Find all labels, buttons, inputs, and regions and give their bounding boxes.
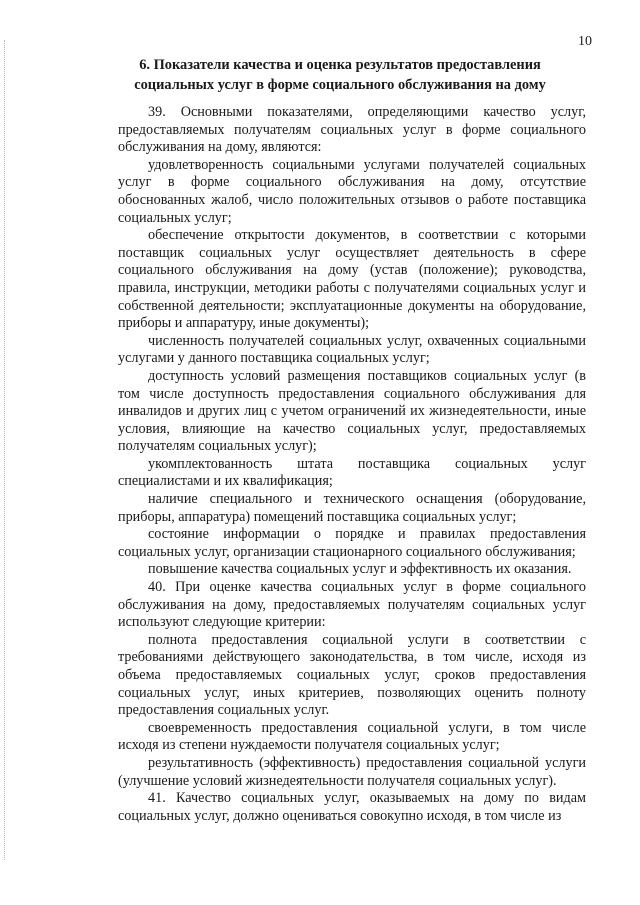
paragraph-41: 41. Качество социальных услуг, оказываемых на дому по видам социальных услуг, должно оцениваться совокупно исходя, в том числе из <box>118 790 586 824</box>
paragraph-timeliness: своевременность предоставления социальной услуги, в том числе исходя из степени нуждаемости получателя социальных услуг; <box>118 719 586 754</box>
section-heading-line-1: 6. Показатели качества и оценка результатов предоставления <box>139 57 541 73</box>
paragraph-staffing: укомплектованность штата поставщика социальных услуг специалистами и их квалификация; <box>118 455 586 490</box>
paragraph-quality-improvement: повышение качества социальных услуг и эффективность их оказания. <box>148 561 572 578</box>
paragraph-satisfaction: удовлетворенность социальными услугами получателей социальных услуг в форме социального обслуживания на дому, отсутствие обоснованных жалоб, число положительных отзывов о работе поставщика социальных услуг; <box>118 156 586 226</box>
paragraph-completeness: полнота предоставления социальной услуги в соответствии с требованиями действующего законодательства, в том числе, исходя из объема предоставляемых социальных услуг, сроков предоставления социальных услуг, иных критериев, позволяющих оценить полноту предоставления социальных услуг. <box>118 631 586 719</box>
section-heading <box>110 55 570 95</box>
paragraph-equipment: наличие специального и технического оснащения (оборудование, приборы, аппаратура) помещений поставщика социальных услуг; <box>118 491 586 525</box>
page-number: 10 <box>578 34 592 49</box>
paragraph-recipients-count: численность получателей социальных услуг, охваченных социальными услугами у данного поставщика социальных услуг; <box>118 332 586 367</box>
section-heading-line-2: социальных услуг в форме социального обслуживания на дому <box>134 77 546 93</box>
body-text <box>118 104 586 825</box>
paragraph-openness: обеспечение открытости документов, в соответствии с которыми поставщик социальных услуг осуществляет деятельность в сфере социального обслуживания на дому (устав (положение); руководства, правила, инструкции, методики работы с получателями социальных услуг и собственной деятельности; эксплуатационные документы на оборудование, приборы и аппаратуру, иные документы); <box>118 227 586 332</box>
paragraph-information: состояние информации о порядке и правилах предоставления социальных услуг, организации стационарного социального обслуживания; <box>118 526 586 560</box>
paragraph-effectiveness: результативность (эффективность) предоставления социальной услуги (улучшение условий жизнедеятельности получателя социальных услуг). <box>118 754 586 789</box>
paragraph-accessibility: доступность условий размещения поставщиков социальных услуг (в том числе доступность предоставления социального обслуживания для инвалидов и других лиц с учетом ограничений их жизнедеятельности, иные условия, влияющие на качество социальных услуг, предоставляемых получателям социальных услуг); <box>118 367 586 455</box>
scan-edge-marks <box>4 40 7 860</box>
paragraph-40: 40. При оценке качества социальных услуг в форме социального обслуживания на дому, предоставляемых получателям социальных услуг используют следующие критерии: <box>118 579 586 631</box>
paragraph-39: 39. Основными показателями, определяющими качество услуг, предоставляемых получателям социальных услуг в форме социального обслуживания на дому, являются: <box>118 104 586 156</box>
